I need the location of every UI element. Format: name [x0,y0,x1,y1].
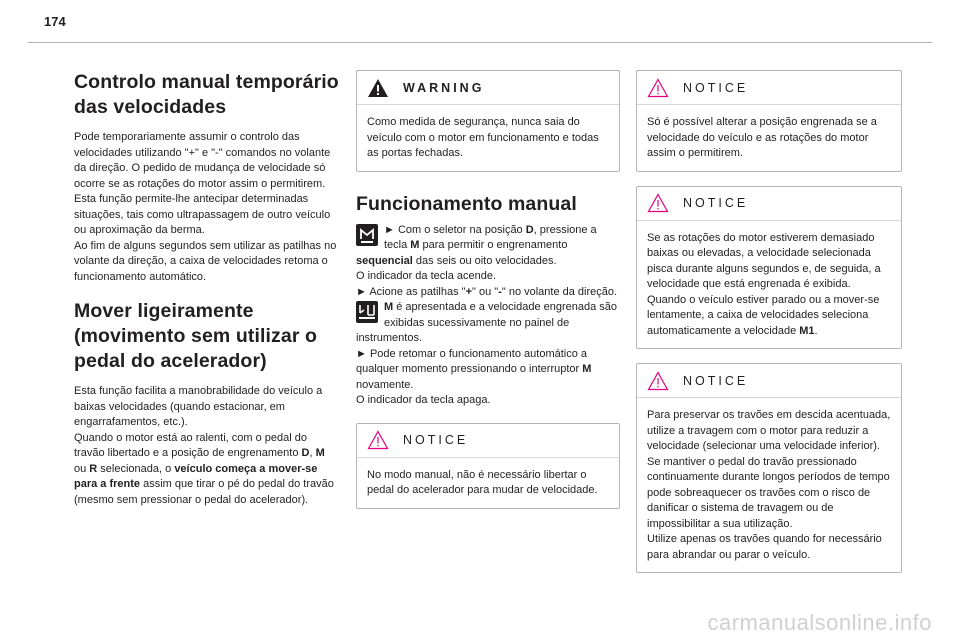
section-title-creep: Mover ligeiramente (movimento sem utilizar o pedal do acelerador) [74,300,318,372]
m-key-icon [356,224,378,246]
notice-box-manual [356,423,620,509]
header-rule [28,42,932,43]
section-title-manual: Funcionamento manual [356,192,577,215]
notice-triangle-icon [647,78,669,98]
column-1 [74,70,340,508]
notice-label: NOTICE [403,433,469,447]
watermark: carmanualsonline.info [707,610,932,635]
notice-box-1 [636,70,902,172]
notice-triangle-icon [647,371,669,391]
gear-display-icon [356,301,378,323]
warning-label: WARNING [403,80,485,95]
section-text-creep: Esta função facilita a manobrabilidade do veículo a baixas velocidades (quando estacionar, em engarrafamentos, etc.). Quando o motor está ao ralenti, com o pedal do travão libertado e a posição de engrenamento D, M ou R selecionada, o veículo começa a mover-se para a frente assim que tirar o pé do pedal do travão (mesmo sem pressionar o pedal do acelerador). [74,385,334,506]
manual-paragraph-2: O indicador da tecla acende. [356,270,497,282]
page-number: 174 [44,14,66,29]
notice-box-3 [636,363,902,573]
notice-label: NOTICE [683,80,749,95]
manual-paragraph-1: ► Com o seletor na posição D, pressione a tecla M para permitir o engrenamento sequencial das seis ou oito velocidades. [356,223,597,267]
notice-text: No modo manual, não é necessário libertar o pedal do acelerador para mudar de velocidade. [367,468,598,496]
manual-paragraph-3: ► Acione as patilhas "+" ou "-" no volante da direção. [356,285,618,298]
column-3 [636,70,902,573]
notice-label: NOTICE [683,196,749,210]
notice-text: Só é possível alterar a posição engrenada se a velocidade do veículo e as rotações do motor assim o permitirem. [647,116,877,159]
section-text-temporary-control: Pode temporariamente assumir o controlo das velocidades utilizando "+" e "-" comandos no volante da direção. O pedido de mudança de velocidade só ocorre se as rotações do motor assim o permitirem. Esta função permite-lhe antecipar determinadas situações, tais como ultrapassagem de outro veículo ou aproximação da berma. Ao fim de alguns segundos sem utilizar as patilhas no volante da direção, a caixa de velocidades retoma o funcionamento automático. [74,131,337,283]
section-title-temporary-control: Controlo manual temporário das velocidades [74,71,339,118]
column-2 [356,70,620,509]
manual-paragraph-4: M é apresentada e a velocidade engrenada são exibidas sucessivamente no painel de instrumentos. [356,301,618,344]
notice-triangle-icon [647,193,669,213]
manual-paragraph-6: O indicador da tecla apaga. [356,394,491,406]
warning-triangle-icon [367,78,389,98]
notice-label: NOTICE [683,373,749,388]
manual-paragraph-5: ► Pode retomar o funcionamento automático a qualquer momento pressionando o interruptor M novamente. [356,347,592,391]
warning-box [356,70,620,172]
notice-text: Para preservar os travões em descida acentuada, utilize a travagem com o motor para reduzir a velocidade (selecionar uma velocidade inferior). Se mantiver o pedal do travão pressionado continuamente durante longos períodos de tempo pode sobreaquecer os travões com o risco de danificar o sistema de travagem ou de impossibilitar a sua utilização. Utilize apenas os travões quando for necessário para abrandar ou parar o veículo. [647,409,891,561]
warning-text: Como medida de segurança, nunca saia do veículo com o motor em funcionamento e todas as portas fechadas. [367,116,599,159]
notice-box-2 [636,186,902,350]
notice-text: Se as rotações do motor estiverem demasiado baixas ou elevadas, a velocidade selecionada pisca durante alguns segundos e, de seguida, a velocidade que está engrenada é exibida. Quando o veículo estiver parado ou a mover-se lentamente, a caixa de velocidades seleciona automaticamente a velocidade M1. [647,231,881,337]
notice-triangle-icon [367,430,389,450]
